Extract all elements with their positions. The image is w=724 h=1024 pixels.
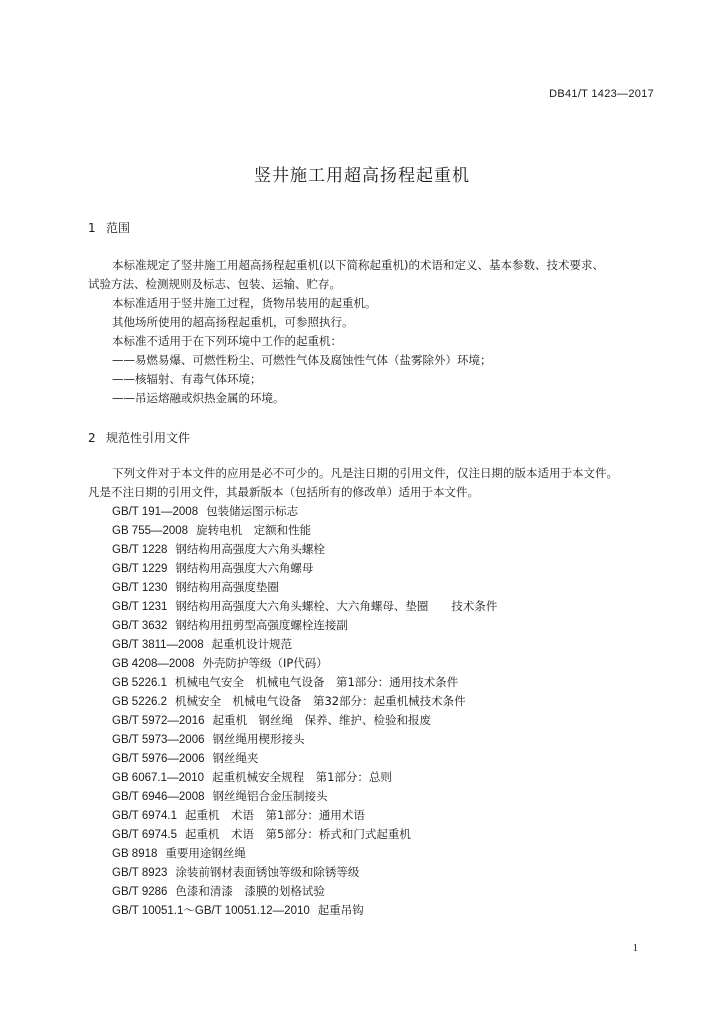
standard-code: DB41/T 1423—2017 [549,88,654,100]
reference-item [112,693,466,709]
reference-title: 钢结构用高强度大六角头螺栓 [175,542,325,556]
reference-code: GB/T 6974.1 [112,810,177,822]
reference-title: 重要用途钢丝绳 [165,846,246,860]
reference-code: GB/T 1230 [112,582,168,594]
reference-item [112,712,431,728]
reference-code: GB/T 6974.5 [112,829,177,841]
section-title: 规范性引用文件 [106,431,191,445]
reference-title: 钢结构用高强度大六角头螺栓、大六角螺母、垫圈 技术条件 [175,599,498,613]
page-number: 1 [632,942,638,954]
reference-item [112,788,328,804]
reference-title: 起重机 术语 第1部分：通用术语 [185,808,365,822]
reference-title: 外壳防护等级（IP代码） [202,656,328,670]
reference-item [112,769,392,785]
reference-code: GB/T 3811—2008 [112,639,204,651]
reference-title: 起重吊钩 [317,903,364,917]
section-title: 范围 [106,221,131,235]
reference-item [112,598,497,614]
reference-code: GB 4208—2008 [112,658,195,670]
reference-code: GB 5226.2 [112,696,167,708]
scope-line-4: 其他场所使用的超高扬程起重机，可参照执行。 [112,315,354,329]
scope-line-5: 本标准不适用于在下列环境中工作的起重机： [112,334,342,348]
document-title: 竖井施工用超高扬程起重机 [254,166,470,186]
reference-item [112,807,365,823]
reference-item [112,541,325,557]
section-heading-scope [88,219,130,236]
reference-title: 机械安全 机械电气设备 第32部分：起重机械技术条件 [174,694,466,708]
reference-title: 钢结构用扭剪型高强度螺栓连接副 [175,618,348,632]
scope-line-1: 本标准规定了竖井施工用超高扬程起重机(以下简称起重机)的术语和定义、基本参数、技术要求、 [112,258,604,272]
scope-line-6: ——易燃易爆、可燃性粉尘、可燃性气体及腐蚀性气体（盐雾除外）环境； [112,353,492,367]
reference-title: 旋转电机 定额和性能 [196,523,312,537]
reference-item [112,845,246,861]
reference-title: 钢结构用高强度大六角螺母 [175,561,314,575]
reference-item [112,617,348,633]
reference-title: 起重机械安全规程 第1部分：总则 [212,770,392,784]
reference-title: 起重机设计规范 [211,637,293,651]
reference-code: GB 8918 [112,848,158,860]
reference-item [112,560,313,576]
reference-title: 钢丝绳用楔形接头 [212,732,305,746]
reference-code: GB 755—2008 [112,525,189,537]
reference-item [112,503,298,519]
reference-item [112,731,305,747]
reference-code: GB/T 9286 [112,886,168,898]
reference-code: GB/T 8923 [112,867,168,879]
reference-item [112,655,328,671]
section-heading-normative-references [88,429,190,446]
reference-code: GB/T 10051.1～GB/T 10051.12—2010 [112,905,310,917]
references-intro-line-1: 下列文件对于本文件的应用是必不可少的。凡是注日期的引用文件，仅注日期的版本适用于本文件。 [112,466,618,480]
reference-code: GB/T 1228 [112,544,168,556]
reference-code: GB/T 1231 [112,601,168,613]
reference-item [112,883,325,899]
reference-item [112,522,311,538]
reference-code: GB/T 5976—2006 [112,753,205,765]
reference-code: GB/T 5972—2016 [112,715,205,727]
reference-item [112,579,279,595]
scope-line-8: ——吊运熔融或炽热金属的环境。 [112,391,285,405]
scope-line-3: 本标准适用于竖井施工过程，货物吊装用的起重机。 [112,296,377,310]
reference-title: 包装储运图示标志 [206,504,299,518]
reference-item [112,902,364,918]
reference-item [112,674,458,690]
reference-code: GB/T 5973—2006 [112,734,205,746]
scope-line-2: 试验方法、检测规则及标志、包装、运输、贮存。 [88,277,341,291]
reference-item [112,636,292,652]
reference-item [112,826,411,842]
reference-title: 色漆和清漆 漆膜的划格试验 [175,884,325,898]
reference-title: 起重机 钢丝绳 保养、维护、检验和报废 [212,713,431,727]
reference-title: 涂装前钢材表面锈蚀等级和除锈等级 [175,865,360,879]
reference-title: 钢结构用高强度垫圈 [175,580,279,594]
section-number: 2 [88,431,96,445]
reference-title: 钢丝绳铝合金压制接头 [212,789,328,803]
scope-line-7: ——核辐射、有毒气体环境； [112,372,262,386]
references-intro-line-2: 凡是不注日期的引用文件，其最新版本（包括所有的修改单）适用于本文件。 [88,485,479,499]
reference-code: GB/T 6946—2008 [112,791,205,803]
reference-title: 起重机 术语 第5部分：桥式和门式起重机 [185,827,411,841]
reference-item [112,864,359,880]
reference-code: GB 5226.1 [112,677,167,689]
section-number: 1 [88,221,96,235]
reference-code: GB/T 1229 [112,563,168,575]
reference-code: GB 6067.1—2010 [112,772,205,784]
reference-title: 钢丝绳夹 [212,751,259,765]
reference-code: GB/T 191—2008 [112,506,199,518]
reference-title: 机械电气安全 机械电气设备 第1部分：通用技术条件 [174,675,459,689]
reference-item [112,750,259,766]
reference-code: GB/T 3632 [112,620,168,632]
